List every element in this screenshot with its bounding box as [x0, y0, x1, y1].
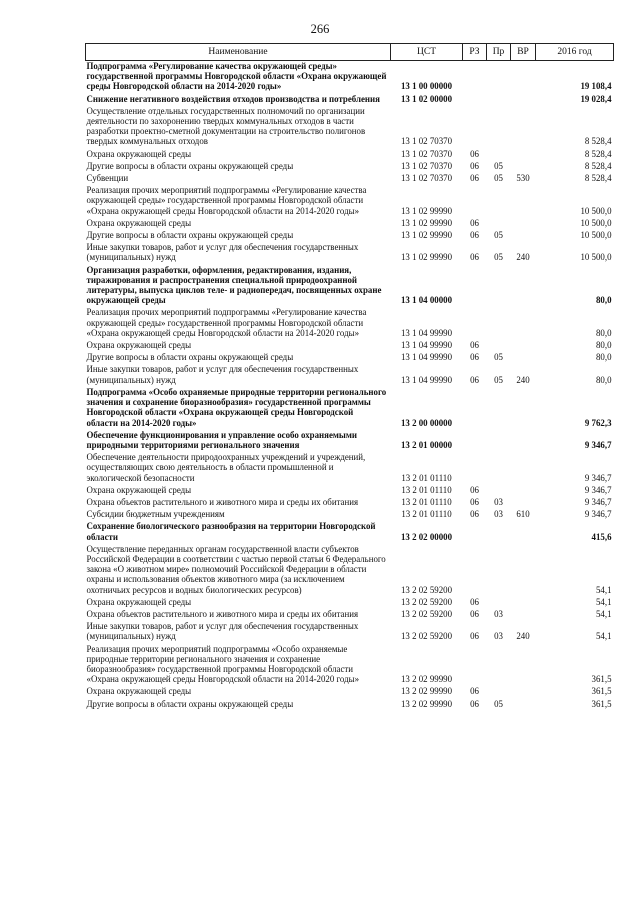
table-row [86, 242, 614, 264]
row-cst-cell: 13 2 01 00000 [400, 439, 453, 450]
table-body [86, 61, 614, 711]
row-name-cell: Иные закупки товаров, работ и услуг для обеспечения государственных (муниципальных) нужд [86, 364, 359, 385]
row-rz-cell: 06 [470, 230, 479, 241]
row-rz-cell [463, 94, 487, 106]
row-sum-cell: 19 028,4 [580, 93, 612, 104]
row-vr-cell [511, 352, 536, 364]
row-pr-cell: 03 [494, 496, 503, 507]
row-rz-cell [463, 61, 487, 94]
row-pr-cell: 05 [494, 352, 503, 363]
row-sum-cell: 8 528,4 [584, 160, 612, 171]
row-name-cell: Реализация прочих мероприятий подпрограммы «Особо охраняемые природные территории регионального значения и сохранение биоразнообразия» государственной программы Новгородской области «Охрана окружающей среды Новгородской области на 2014-2020 годы» [86, 643, 360, 685]
row-cst-cell: 13 2 02 99990 [400, 674, 453, 685]
row-pr-cell: 05 [494, 374, 503, 385]
row-rz-cell: 06 [470, 484, 479, 495]
row-name-cell: Охрана окружающей среды [86, 484, 192, 495]
row-rz-cell: 06 [470, 352, 479, 363]
row-pr-cell [487, 544, 511, 597]
row-rz-cell: 06 [470, 631, 479, 642]
row-name-cell: Реализация прочих мероприятий подпрограммы «Регулирование качества окружающей среды» государственной программы Новгородской области «Охрана окружающей среды Новгородской области на 2014-2020 годы» [86, 185, 367, 216]
row-vr-cell: 240 [516, 252, 530, 263]
row-pr-cell: 05 [494, 173, 503, 184]
row-rz-cell: 06 [470, 217, 479, 228]
row-name-cell: Охрана окружающей среды [86, 596, 192, 607]
row-rz-cell [463, 106, 487, 149]
row-cst-cell: 13 1 04 99990 [400, 374, 453, 385]
row-vr-cell [511, 265, 536, 308]
row-name-cell: Снижение негативного воздействия отходов производства и потребления [86, 93, 380, 104]
row-sum-cell: 80,0 [595, 340, 612, 351]
row-rz-cell [463, 265, 487, 308]
row-sum-cell: 8 528,4 [584, 148, 612, 159]
row-sum-cell: 80,0 [595, 374, 612, 385]
row-rz-cell [463, 452, 487, 485]
row-cst-cell: 13 2 01 01110 [401, 509, 452, 520]
row-name-cell: Охрана окружающей среды [86, 340, 192, 351]
row-name-cell: Охрана окружающей среды [86, 686, 192, 697]
row-vr-cell [511, 340, 536, 352]
row-sum-cell: 10 500,0 [580, 230, 612, 241]
table-row [86, 149, 614, 161]
row-pr-cell [487, 307, 511, 340]
table-row [86, 621, 614, 643]
row-vr-cell [511, 452, 536, 485]
row-cst-cell: 13 2 02 59200 [400, 596, 453, 607]
row-cst-cell: 13 2 02 59200 [400, 631, 453, 642]
row-vr-cell [511, 218, 536, 230]
row-vr-cell [511, 94, 536, 106]
row-rz-cell [463, 521, 487, 543]
row-rz-cell: 06 [470, 698, 479, 709]
row-rz-cell: 06 [470, 496, 479, 507]
row-rz-cell: 06 [470, 509, 479, 520]
row-vr-cell: 240 [516, 631, 530, 642]
row-vr-cell [511, 521, 536, 543]
row-rz-cell: 06 [470, 173, 479, 184]
row-pr-cell: 03 [494, 509, 503, 520]
row-cst-cell: 13 1 04 99990 [400, 340, 453, 351]
row-sum-cell: 361,5 [591, 674, 612, 685]
row-pr-cell [487, 61, 511, 94]
row-cst-cell: 13 1 02 99990 [400, 205, 453, 216]
row-pr-cell [487, 94, 511, 106]
row-vr-cell [511, 699, 536, 711]
row-pr-cell [487, 387, 511, 430]
row-sum-cell: 80,0 [595, 352, 612, 363]
row-name-cell: Сохранение биологического разнообразия на территории Новгородской области [86, 521, 376, 542]
row-vr-cell [511, 597, 536, 609]
row-name-cell: Обеспечение функционирования и управление особо охраняемыми природными территориями регионального значения [86, 429, 358, 450]
row-pr-cell [487, 521, 511, 543]
row-cst-cell: 13 1 04 00000 [400, 295, 453, 306]
row-name-cell: Подпрограмма «Регулирование качества окружающей среды» государственной программы Новгородской области «Охрана окружающей среды Новгородской области на 2014-2020 годы» [86, 61, 387, 92]
table-row [86, 387, 614, 430]
row-sum-cell: 9 346,7 [584, 509, 612, 520]
row-pr-cell: 03 [494, 608, 503, 619]
row-sum-cell: 9 346,7 [584, 439, 612, 450]
row-vr-cell [511, 230, 536, 242]
row-sum-cell: 54,1 [595, 608, 612, 619]
row-pr-cell [487, 149, 511, 161]
header-cst: ЦСТ [391, 44, 463, 61]
table-row [86, 307, 614, 340]
table-row [86, 544, 614, 597]
row-vr-cell [511, 609, 536, 621]
row-cst-cell: 13 2 02 99990 [400, 686, 453, 697]
table-row [86, 173, 614, 185]
row-vr-cell [511, 430, 536, 452]
row-vr-cell [511, 161, 536, 173]
row-rz-cell [463, 644, 487, 687]
row-pr-cell [487, 485, 511, 497]
row-cst-cell: 13 1 04 99990 [400, 327, 453, 338]
row-sum-cell: 54,1 [595, 596, 612, 607]
row-sum-cell: 9 346,7 [584, 496, 612, 507]
row-pr-cell [487, 340, 511, 352]
row-pr-cell: 05 [494, 698, 503, 709]
row-name-cell: Другие вопросы в области охраны окружающей среды [86, 230, 294, 241]
row-sum-cell: 361,5 [591, 698, 612, 709]
row-vr-cell [511, 149, 536, 161]
table-row [86, 485, 614, 497]
row-name-cell: Реализация прочих мероприятий подпрограммы «Регулирование качества окружающей среды» государственной программы Новгородской области «Охрана окружающей среды Новгородской области на 2014-2020 годы» [86, 307, 367, 338]
table-row [86, 597, 614, 609]
table-row [86, 230, 614, 242]
row-cst-cell: 13 1 04 99990 [400, 352, 453, 363]
row-name-cell: Организация разработки, оформления, редактирования, издания, тиражирования и распространения специальной природоохранной литературы, выпуска циклов теле- и радиопередач, посвященных охране окружающей среды [86, 264, 382, 306]
header-vr: ВР [511, 44, 536, 61]
table-row [86, 521, 614, 543]
row-rz-cell: 06 [470, 374, 479, 385]
table-row [86, 452, 614, 485]
table-row [86, 509, 614, 521]
row-pr-cell: 05 [494, 230, 503, 241]
row-rz-cell: 06 [470, 160, 479, 171]
row-name-cell: Осуществление переданных органам государственной власти субъектов Российской Федерации в соответствии с частью первой статьи 6 Федерального закона «О животном мире» полномочий Российской Федерации в области охраны и использования объектов животного мира (за исключением охотничьих ресурсов и водных биологических ресурсов) [86, 543, 386, 595]
row-rz-cell: 06 [470, 686, 479, 697]
row-pr-cell [487, 265, 511, 308]
row-rz-cell: 06 [470, 340, 479, 351]
table-row [86, 61, 614, 94]
table-row [86, 340, 614, 352]
row-sum-cell: 9 762,3 [584, 417, 612, 428]
row-sum-cell: 8 528,4 [584, 136, 612, 147]
row-rz-cell: 06 [470, 148, 479, 159]
row-vr-cell: 240 [516, 374, 530, 385]
row-name-cell: Другие вопросы в области охраны окружающей среды [86, 160, 294, 171]
header-pr: Пр [487, 44, 511, 61]
header-name: Наименование [86, 44, 391, 61]
row-name-cell: Охрана окружающей среды [86, 217, 192, 228]
row-pr-cell: 05 [494, 252, 503, 263]
row-vr-cell [511, 485, 536, 497]
row-name-cell: Подпрограмма «Особо охраняемые природные территории регионального значения и сохранение биоразнообразия» государственной программы Новгородской области «Охрана окружающей среды Новгородской области на 2014-2020 годы» [86, 386, 387, 428]
row-vr-cell [511, 106, 536, 149]
table-row [86, 364, 614, 386]
row-rz-cell [463, 387, 487, 430]
row-name-cell: Охрана объектов растительного и животного мира и среды их обитания [86, 496, 359, 507]
row-pr-cell: 03 [494, 631, 503, 642]
table-row [86, 644, 614, 687]
table-row [86, 497, 614, 509]
row-vr-cell [511, 686, 536, 698]
row-vr-cell [511, 307, 536, 340]
row-cst-cell: 13 1 02 00000 [400, 93, 453, 104]
header-sum: 2016 год [536, 44, 614, 61]
row-vr-cell [511, 185, 536, 218]
row-sum-cell: 80,0 [595, 327, 612, 338]
row-sum-cell: 9 346,7 [584, 472, 612, 483]
row-rz-cell [463, 185, 487, 218]
row-cst-cell: 13 1 02 99990 [400, 230, 453, 241]
table-row [86, 94, 614, 106]
budget-table [85, 43, 614, 711]
row-name-cell: Иные закупки товаров, работ и услуг для обеспечения государственных (муниципальных) нужд [86, 242, 359, 263]
row-cst-cell: 13 2 02 59200 [400, 584, 453, 595]
row-vr-cell [511, 544, 536, 597]
row-sum-cell: 10 500,0 [580, 252, 612, 263]
row-pr-cell [487, 644, 511, 687]
row-cst-cell: 13 1 02 99990 [400, 217, 453, 228]
row-sum-cell: 415,6 [591, 531, 612, 542]
row-name-cell: Охрана объектов растительного и животного мира и среды их обитания [86, 608, 359, 619]
row-rz-cell [463, 307, 487, 340]
row-cst-cell: 13 2 01 01110 [401, 496, 452, 507]
row-rz-cell: 06 [470, 252, 479, 263]
row-sum-cell: 361,5 [591, 686, 612, 697]
row-sum-cell: 8 528,4 [584, 173, 612, 184]
table-header-row [86, 44, 614, 61]
row-cst-cell: 13 1 02 99990 [400, 252, 453, 263]
row-pr-cell [487, 597, 511, 609]
table-row [86, 185, 614, 218]
table-row [86, 430, 614, 452]
row-rz-cell [463, 430, 487, 452]
row-cst-cell: 13 1 00 00000 [400, 81, 453, 92]
row-rz-cell: 06 [470, 596, 479, 607]
row-name-cell: Обеспечение деятельности природоохранных учреждений и учреждений, осуществляющих свою деятельность в области промышленной и экологической безопасности [86, 452, 366, 483]
row-sum-cell: 10 500,0 [580, 217, 612, 228]
row-name-cell: Другие вопросы в области охраны окружающей среды [86, 352, 294, 363]
row-sum-cell: 19 108,4 [580, 81, 612, 92]
table-row [86, 609, 614, 621]
table-row [86, 218, 614, 230]
table-row [86, 699, 614, 711]
row-cst-cell: 13 2 02 99990 [400, 698, 453, 709]
row-vr-cell [511, 644, 536, 687]
table-row [86, 106, 614, 149]
table-row [86, 265, 614, 308]
row-pr-cell: 05 [494, 160, 503, 171]
row-name-cell: Другие вопросы в области охраны окружающей среды [86, 698, 294, 709]
row-pr-cell [487, 686, 511, 698]
row-pr-cell [487, 452, 511, 485]
row-cst-cell: 13 1 02 70370 [400, 173, 453, 184]
row-vr-cell: 610 [516, 509, 530, 520]
row-cst-cell: 13 2 01 01110 [401, 484, 452, 495]
row-cst-cell: 13 1 02 70370 [400, 148, 453, 159]
row-sum-cell: 10 500,0 [580, 205, 612, 216]
row-cst-cell: 13 1 02 70370 [400, 160, 453, 171]
row-cst-cell: 13 2 00 00000 [400, 417, 453, 428]
row-cst-cell: 13 1 02 70370 [400, 136, 453, 147]
row-rz-cell: 06 [470, 608, 479, 619]
row-sum-cell: 54,1 [595, 584, 612, 595]
row-vr-cell: 530 [516, 173, 530, 184]
row-name-cell: Осуществление отдельных государственных полномочий по организации деятельности по захоронению твердых коммунальных отходов в части разработки проектно-сметной документации на строительство полигонов твердых коммунальных отходов [86, 105, 366, 147]
row-cst-cell: 13 2 02 00000 [400, 531, 453, 542]
row-rz-cell [463, 544, 487, 597]
header-rz: РЗ [463, 44, 487, 61]
row-name-cell: Субсидии бюджетным учреждениям [86, 509, 225, 520]
table-row [86, 352, 614, 364]
row-sum-cell: 9 346,7 [584, 484, 612, 495]
row-sum-cell: 54,1 [595, 631, 612, 642]
table-row [86, 161, 614, 173]
row-cst-cell: 13 2 01 01110 [401, 472, 452, 483]
row-name-cell: Иные закупки товаров, работ и услуг для обеспечения государственных (муниципальных) нужд [86, 621, 359, 642]
row-name-cell: Субвенции [86, 173, 129, 184]
row-cst-cell: 13 2 02 59200 [400, 608, 453, 619]
row-vr-cell [511, 497, 536, 509]
table-row [86, 686, 614, 698]
row-name-cell: Охрана окружающей среды [86, 148, 192, 159]
page-number: 266 [310, 22, 330, 36]
row-sum-cell: 80,0 [595, 295, 612, 306]
row-pr-cell [487, 185, 511, 218]
row-pr-cell [487, 218, 511, 230]
row-pr-cell [487, 106, 511, 149]
row-vr-cell [511, 61, 536, 94]
row-vr-cell [511, 387, 536, 430]
row-pr-cell [487, 430, 511, 452]
